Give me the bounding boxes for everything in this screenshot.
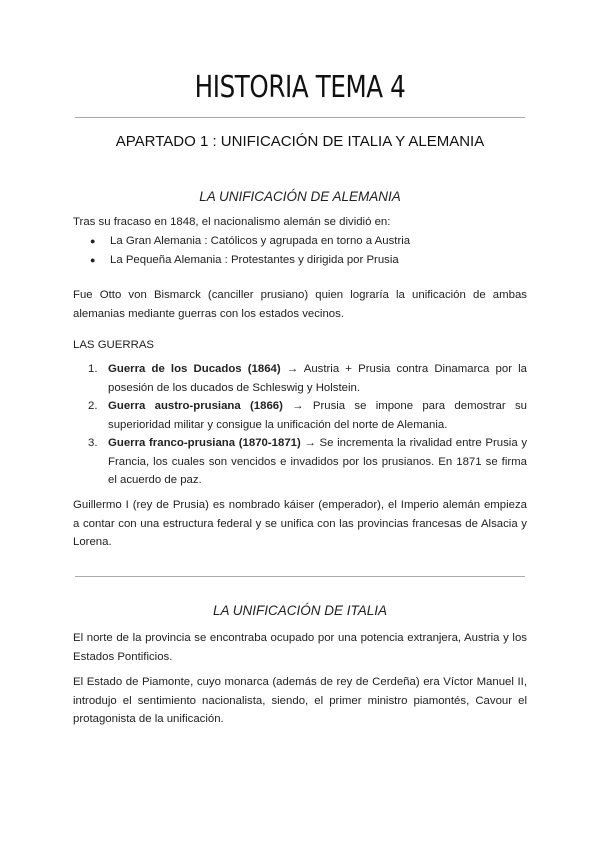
list-number: 1. bbox=[88, 363, 98, 375]
alemania-intro: Tras su fracaso en 1848, el nacionalismo alemán se dividió en: bbox=[73, 216, 391, 228]
bullet-text: La Gran Alemania : Católicos y agrupada en torno a Austria bbox=[110, 235, 411, 247]
bullet-list bbox=[90, 232, 510, 269]
list-item bbox=[88, 397, 527, 434]
bullet-text: La Pequeña Alemania : Protestantes y dirigida por Prusia bbox=[110, 253, 399, 266]
italia-paragraph-2: El Estado de Piamonte, cuyo monarca (además de rey de Cerdeña) era Víctor Manuel II, introdujo el sentimiento nacionalista, siendo, el primer ministro piamontés, Cavour el protagonista de la unificación. bbox=[73, 676, 527, 725]
list-number: 2. bbox=[88, 400, 98, 412]
war-description: → Austria + Prusia contra Dinamarca por la posesión de los ducados de Schleswig y Holstein. bbox=[108, 363, 527, 394]
list-item bbox=[90, 232, 510, 251]
guillermo-paragraph: Guillermo I (rey de Prusia) es nombrado káiser (emperador), el Imperio alemán empieza a contar con una estructura federal y se unifica con las provincias francesas de Alsacia y Lorena. bbox=[73, 499, 527, 548]
list-number: 3. bbox=[88, 437, 98, 449]
guerras-label: LAS GUERRAS bbox=[73, 339, 155, 351]
italia-paragraph-1: El norte de la provincia se encontraba ocupado por una potencia extranjera, Austria y los Estados Pontificios. bbox=[73, 632, 527, 663]
bismarck-paragraph: Fue Otto von Bismarck (canciller prusiano) quien lograría la unificación de ambas alemanias mediante guerras con los estados vecinos. bbox=[73, 289, 527, 320]
divider bbox=[75, 576, 525, 577]
wars-list bbox=[88, 360, 527, 490]
list-item bbox=[88, 434, 527, 490]
section-heading-italia: LA UNIFICACIÓN DE ITALIA bbox=[212, 603, 388, 618]
list-item bbox=[88, 360, 527, 397]
list-item bbox=[90, 251, 510, 270]
war-name: Guerra austro-prusiana (1866) bbox=[108, 400, 283, 412]
war-description: → Se incrementa la rivalidad entre Prusia y Francia, los cuales son vencidos e invadidos por los prusianos. En 1871 se firma el acuerdo de paz. bbox=[108, 437, 528, 486]
war-name: Guerra de los Ducados (1864) bbox=[108, 363, 281, 375]
divider bbox=[75, 117, 525, 118]
section-heading-alemania: LA UNIFICACIÓN DE ALEMANIA bbox=[199, 189, 401, 204]
war-description: → Prusia se impone para demostrar su superioridad militar y consigue la unificación del norte de Alemania. bbox=[108, 400, 527, 431]
war-name: Guerra franco-prusiana (1870-1871) bbox=[108, 437, 301, 449]
apartado-heading: APARTADO 1 : UNIFICACIÓN DE ITALIA Y ALEMANIA bbox=[115, 133, 485, 150]
document-title: HISTORIA TEMA 4 bbox=[194, 70, 406, 105]
